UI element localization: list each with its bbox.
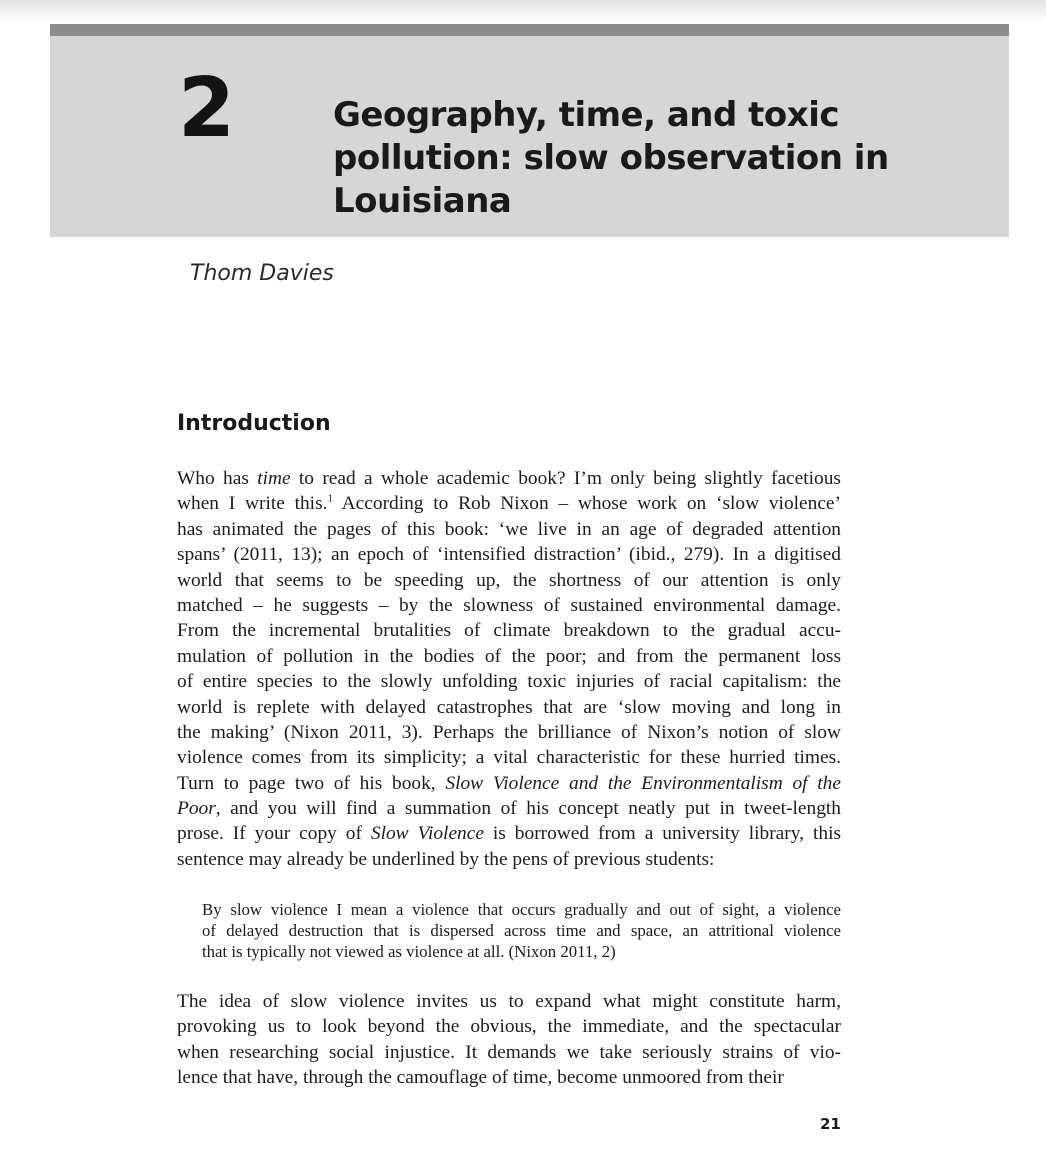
- header-stripe: [50, 24, 1009, 36]
- text-line: of delayed destruction that is dispersed across time and space, an attritional violence: [202, 921, 841, 940]
- body-paragraph: [177, 989, 841, 1091]
- text-line: prose. If your copy of Slow Violence is borrowed from a university library, this: [177, 823, 841, 845]
- text-line: Turn to page two of his book, Slow Violence and the Environmentalism of the: [177, 772, 841, 794]
- text-line: lence that have, through the camouflage of time, become unmoored from their: [177, 1067, 784, 1089]
- text-line: The idea of slow violence invites us to expand what might constitute harm,: [177, 991, 841, 1012]
- chapter-header-band: [50, 24, 1009, 237]
- italic-text: Slow Violence: [370, 823, 484, 845]
- text-line: violence comes from its simplicity; a vital characteristic for these hurried times.: [177, 747, 841, 769]
- text-line: matched – he suggests – by the slowness of sustained environmental damage.: [177, 594, 841, 616]
- text-line: has animated the pages of this book: ‘we live in an age of degraded attention: [177, 518, 841, 540]
- text-line: sentence may already be underlined by the pens of previous students:: [177, 848, 715, 870]
- italic-text: time: [257, 468, 291, 489]
- section-heading: Introduction: [177, 411, 331, 436]
- text-line: when I write this.$^1$ According to Rob Nixon – whose work on ‘slow violence’: [177, 492, 841, 515]
- chapter-title-line: pollution: slow observation in: [333, 138, 889, 178]
- text-line: that is typically not viewed as violence at all. (Nixon 2011, 2): [202, 942, 616, 961]
- text-line: the making’ (Nixon 2011, 3). Perhaps the brilliance of Nixon’s notion of slow: [177, 721, 841, 743]
- text-line: provoking us to look beyond the obvious, the immediate, and the spectacular: [177, 1016, 841, 1038]
- text-line: of entire species to the slowly unfolding toxic injuries of racial capitalism: the: [177, 671, 841, 693]
- text-line: mulation of pollution in the bodies of the poor; and from the permanent loss: [177, 645, 841, 667]
- text-line: when researching social injustice. It demands we take seriously strains of vio-: [177, 1041, 841, 1063]
- page-number: 21: [820, 1115, 841, 1133]
- text-line: Poor, and you will find a summation of his concept neatly put in tweet-length: [177, 798, 841, 820]
- text-line: world that seems to be speeding up, the shortness of our attention is only: [177, 569, 841, 591]
- chapter-author: Thom Davies: [190, 261, 334, 286]
- text-line: From the incremental brutalities of climate breakdown to the gradual accu-: [177, 620, 841, 642]
- body-paragraph: [177, 466, 841, 872]
- chapter-title: [333, 94, 913, 223]
- page-top-shadow: [0, 0, 1046, 22]
- chapter-title-line: Geography, time, and toxic: [333, 95, 840, 135]
- text-line: By slow violence I mean a violence that occurs gradually and out of sight, a violence: [202, 900, 841, 919]
- italic-text: Slow Violence and the Environmentalism of the: [445, 772, 841, 794]
- block-quote: [202, 899, 841, 962]
- chapter-number: 2: [178, 61, 234, 156]
- text-line: spans’ (2011, 13); an epoch of ‘intensified distraction’ (ibid., 279). In a digitised: [177, 544, 841, 566]
- text-line: world is replete with delayed catastrophes that are ‘slow moving and long in: [177, 696, 841, 718]
- text-line: Who has time to read a whole academic book? I’m only being slightly facetious: [177, 468, 841, 489]
- footnote-marker: 1: [327, 492, 333, 505]
- chapter-title-line: Louisiana: [333, 181, 512, 221]
- italic-text: Poor: [177, 798, 216, 820]
